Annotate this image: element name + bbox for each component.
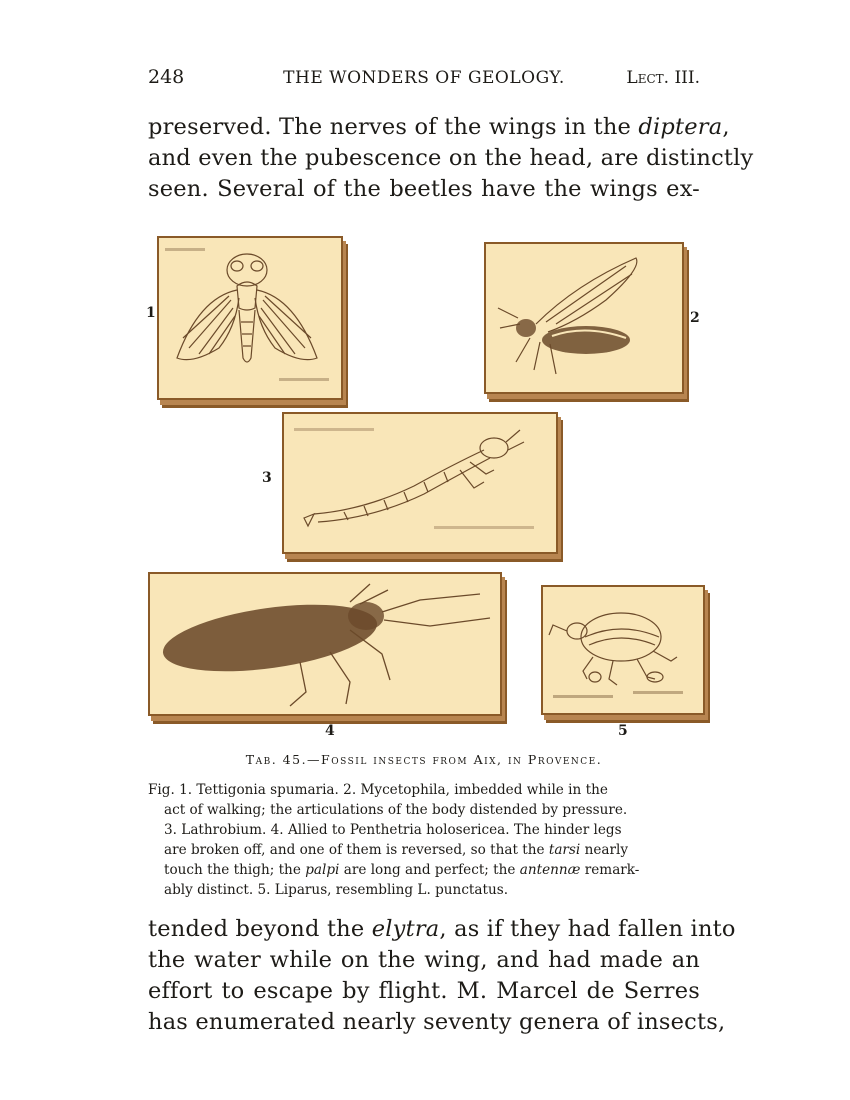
penthetria-illustration (150, 574, 500, 714)
caption-line: Fig. 1. Tettigonia spumaria. 2. Mycetophila, imbedded while in the (148, 782, 608, 798)
lecture-label: Lect. III. (626, 68, 700, 88)
figure-number-1: 1 (146, 305, 156, 321)
text-line: seen. Several of the beetles have the wings ex- (148, 176, 700, 202)
figure-caption (148, 780, 700, 900)
fossil-slab-3 (282, 412, 558, 554)
text-line: has enumerated nearly seventy genera of insects, (148, 1009, 726, 1035)
running-head (148, 66, 700, 94)
figure-number-5: 5 (618, 723, 628, 739)
liparus-illustration (543, 587, 703, 713)
page-number: 248 (148, 66, 185, 88)
running-title: THE WONDERS OF GEOLOGY. (283, 68, 565, 88)
text-line: tended beyond the elytra, as if they had fallen into (148, 916, 736, 942)
figure-number-3: 3 (262, 470, 272, 486)
plate-title: Tab. 45.—Fossil insects from Aix, in Provence. (245, 752, 603, 767)
tettigonia-illustration (159, 238, 341, 398)
mycetophila-illustration (486, 244, 682, 392)
caption-line: ably distinct. 5. Liparus, resembling L. punctatus. (164, 882, 509, 898)
fossil-slab-2 (484, 242, 684, 394)
caption-line: 3. Lathrobium. 4. Allied to Penthetria holosericea. The hinder legs (164, 822, 622, 838)
fossil-slab-4 (148, 572, 502, 716)
lathrobium-illustration (284, 414, 556, 552)
paragraph-top (148, 112, 754, 205)
text-line: preserved. The nerves of the wings in the diptera, (148, 114, 730, 140)
caption-line: are broken off, and one of them is reversed, so that the tarsi nearly (164, 842, 629, 858)
paragraph-bottom (148, 914, 736, 1038)
caption-line: touch the thigh; the palpi are long and perfect; the antennæ remark- (164, 862, 640, 878)
fossil-slab-5 (541, 585, 705, 715)
fossil-slab-1 (157, 236, 343, 400)
caption-line: act of walking; the articulations of the body distended by pressure. (164, 802, 628, 818)
figure-number-2: 2 (690, 310, 700, 326)
text-line: effort to escape by flight. M. Marcel de Serres (148, 978, 700, 1004)
text-line: and even the pubescence on the head, are distinctly (148, 145, 754, 171)
figure-number-4: 4 (325, 723, 335, 739)
text-line: the water while on the wing, and had made an (148, 947, 700, 973)
